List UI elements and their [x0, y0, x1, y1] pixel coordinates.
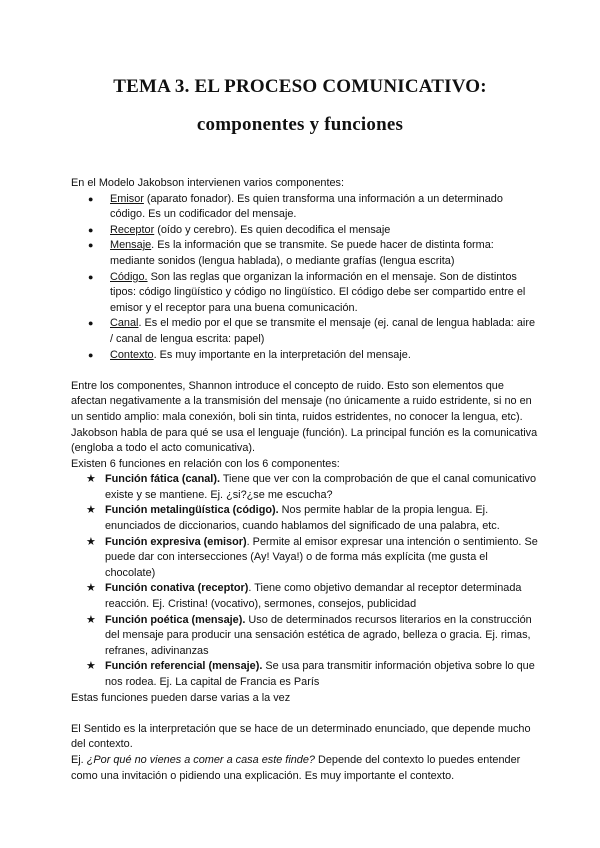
functions-note: Estas funciones pueden darse varias a la vez [71, 691, 291, 704]
star-icon: ★ [86, 613, 96, 626]
function-text: Nos permite hablar de la propia lengua. Ej. enunciados de diccionarios, cuando hablamos del significado de una palabra, etc. [105, 504, 500, 533]
function-text: Se usa para transmitir información objetiva sobre lo que nos rodea. Ej. La capital de Francia es París [105, 660, 535, 688]
component-text: Son las reglas que organizan la información en el mensaje. Son de distintos tipos: código lingüístico y código no lingüístico. El código debe ser compartido entre el emisor y el receptor para una buena comunicación. [110, 270, 526, 314]
function-name: Función expresiva (emisor) [105, 535, 247, 548]
component-text: . Es el medio por el que se transmite el mensaje (ej. canal de lengua hablada: aire / canal de lengua escrita: papel) [110, 317, 535, 345]
function-expresiva [71, 535, 541, 582]
component-text: . Es la información que se transmite. Se puede hacer de distinta forma: mediante sonidos (lengua hablada), o mediante grafías (lengua escrita) [110, 239, 494, 267]
functions-intro: Existen 6 funciones en relación con los 6 componentes: [71, 457, 340, 470]
function-name: Función metalingüística (código). [105, 504, 279, 517]
function-text: . Permite al emisor expresar una intención o sentimiento. Se puede dar con intersecciones (Ay! Vaya!) o de forma más explícita (me gusta el chocolate) [105, 535, 538, 579]
component-term: Código. [110, 270, 148, 283]
star-icon: ★ [86, 473, 96, 486]
function-name: Función poética (mensaje). [105, 613, 246, 626]
component-term: Emisor [110, 192, 144, 205]
component-text: (oído y cerebro). Es quien decodifica el mensaje [154, 223, 391, 236]
component-emisor [71, 192, 541, 223]
component-mensaje [71, 238, 541, 269]
star-icon: ★ [86, 582, 96, 595]
example-paragraph [71, 753, 541, 784]
function-poetica [71, 613, 541, 660]
function-conativa [71, 581, 541, 612]
function-referencial [71, 659, 541, 690]
sentido-paragraph: El Sentido es la interpretación que se hace de un determinado enunciado, que depende mucho del contexto. [71, 722, 531, 751]
page-title: TEMA 3. EL PROCESO COMUNICATIVO: [113, 76, 487, 97]
component-term: Mensaje [110, 239, 152, 252]
components-list [71, 192, 541, 364]
function-metalinguistica [71, 503, 541, 534]
function-fatica [71, 472, 541, 503]
component-term: Canal [110, 317, 139, 330]
function-text: . Tiene como objetivo demandar al receptor determinada reacción. Ej. Cristina! (vocativo), sermones, consejos, publicidad [105, 582, 522, 611]
example-question: ¿Por qué no vienes a comer a casa este finde? [86, 753, 315, 766]
intro-paragraph: En el Modelo Jakobson intervienen varios componentes: [71, 177, 345, 189]
document-body [71, 176, 541, 784]
function-text: Tiene que ver con la comprobación de que el canal comunicativo existe y se mantiene. Ej. ¿si?¿se me escucha? [105, 473, 537, 501]
component-text: . Es muy importante en la interpretación del mensaje. [153, 348, 411, 361]
component-contexto [71, 348, 541, 364]
component-codigo [71, 270, 541, 317]
function-name: Función referencial (mensaje). [105, 660, 263, 673]
star-icon: ★ [86, 504, 96, 517]
star-icon: ★ [86, 535, 96, 548]
component-canal [71, 316, 541, 347]
function-name: Función fática (canal). [105, 473, 220, 486]
function-name: Función conativa (receptor) [105, 582, 249, 595]
jakobson-functions-paragraph: Jakobson habla de para qué se usa el lenguaje (función). La principal función es la comunicativa (engloba a todo el acto comunicativa). [71, 426, 538, 455]
component-term: Contexto [110, 348, 154, 361]
component-receptor [71, 223, 541, 239]
page-subtitle: componentes y funciones [196, 114, 404, 135]
example-rest: Depende del contexto lo puedes entender como una invitación o pidiendo una explicación. Es muy importante el contexto. [71, 753, 521, 782]
example-prefix: Ej. [71, 753, 87, 766]
functions-list [71, 472, 541, 690]
component-text: (aparato fonador). Es quien transforma una información a un determinado código. Es un codificador del mensaje. [110, 192, 503, 221]
shannon-paragraph: Entre los componentes, Shannon introduce el concepto de ruido. Esto son elementos que afectan negativamente a la transmisión del mensaje (no únicamente a ruido estridente, si no en un sentido amplio: mala conexión, boli sin tinta, ruidos estridentes, no conocer la lengua, etc). [71, 379, 532, 423]
spacer [71, 363, 541, 379]
star-icon: ★ [86, 660, 96, 673]
function-text: Uso de determinados recursos literarios en la construcción del mensaje para producir una sensación estética de agrado, belleza o gracia. Ej. rimas, refranes, adivinanzas [105, 613, 532, 657]
spacer [71, 706, 541, 722]
component-term: Receptor [110, 223, 155, 236]
